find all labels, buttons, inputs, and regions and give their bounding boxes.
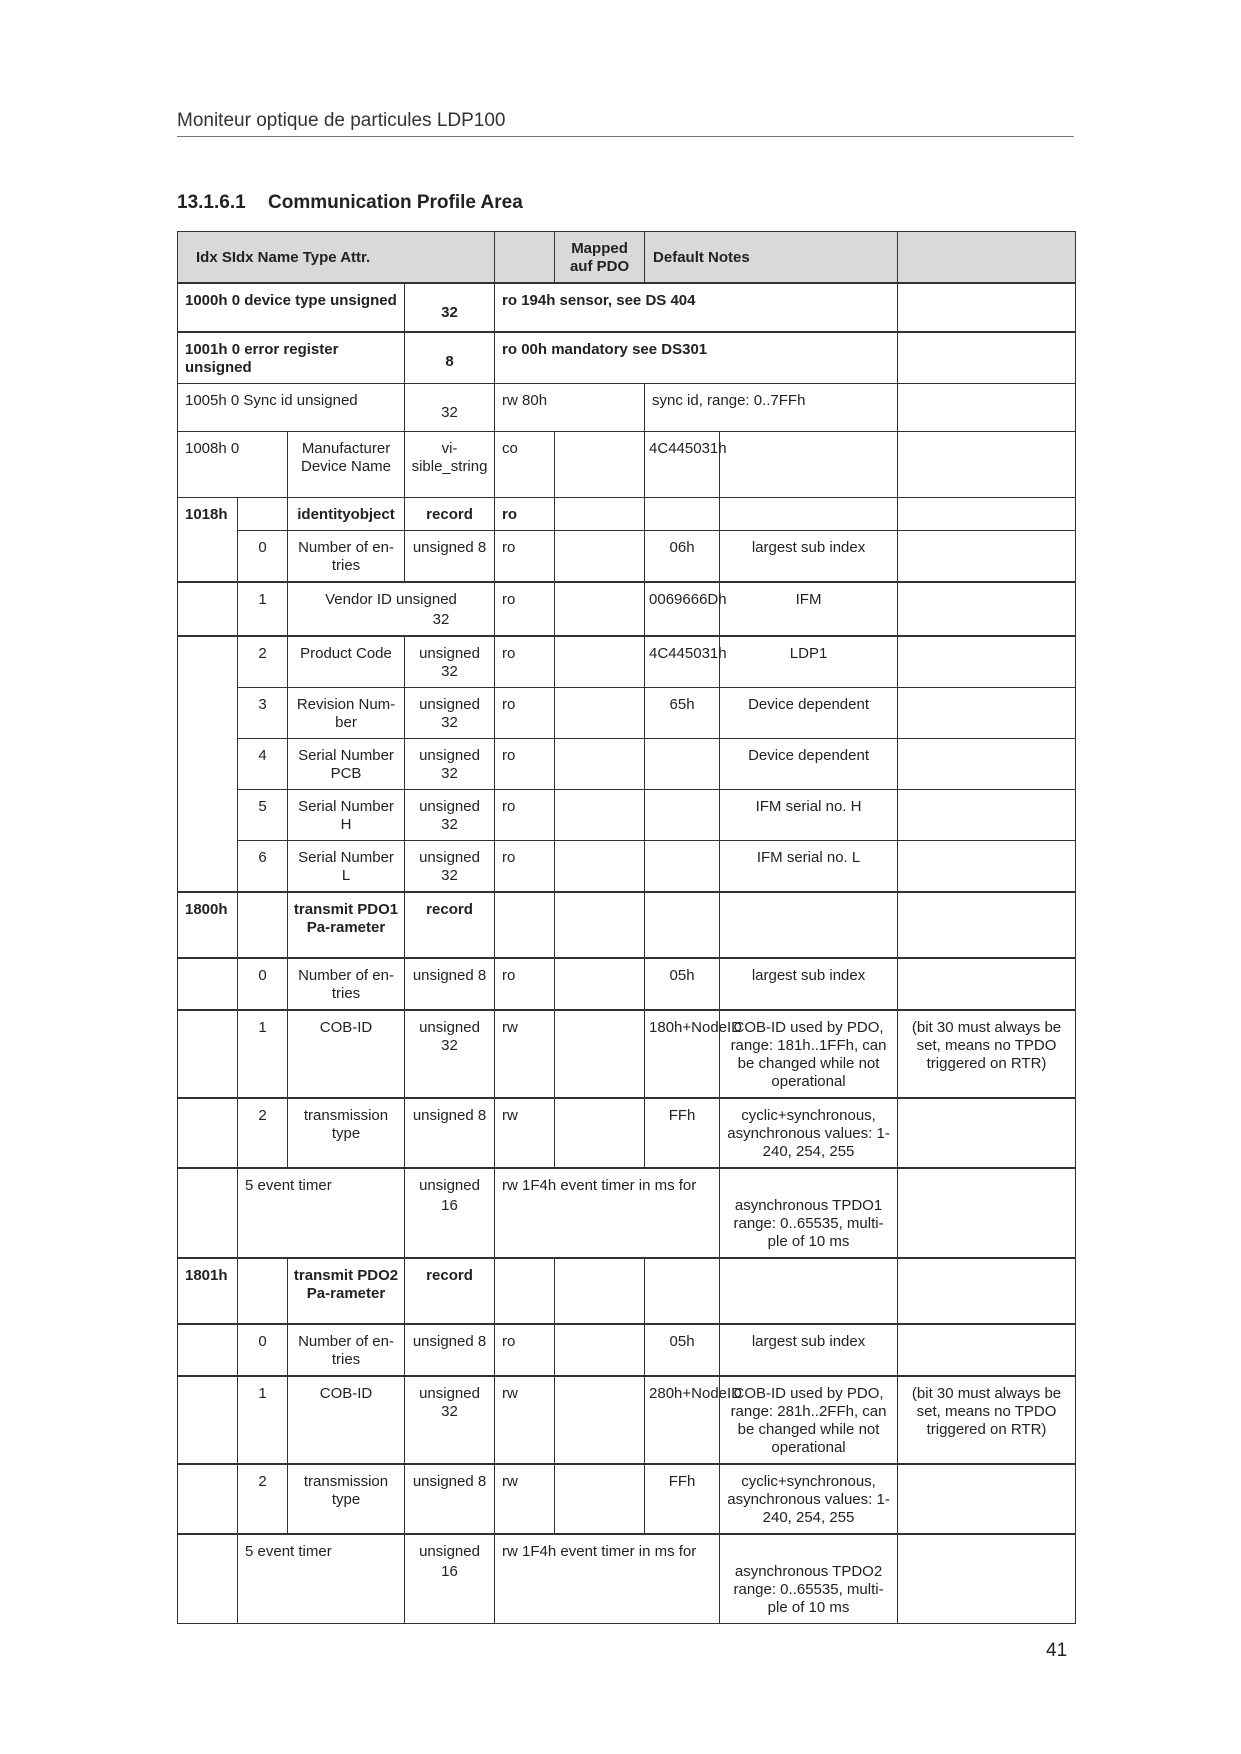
table-row <box>178 384 1076 432</box>
extra-cell: (bit 30 must always be set, means no TPDO triggered on RTR) <box>898 1010 1076 1098</box>
attr-cell: rw <box>495 1376 555 1464</box>
notes-cell: largest sub index <box>720 958 898 1010</box>
attr-cell <box>495 1258 555 1324</box>
extra-cell <box>898 531 1076 583</box>
sidx-cell: 0 <box>238 958 288 1010</box>
attr-cell: ro <box>495 841 555 893</box>
notes-cell: LDP1 <box>720 636 898 688</box>
table-row <box>178 531 1076 583</box>
mapped-cell <box>555 1324 645 1376</box>
idx-cell <box>178 739 238 790</box>
type-cell: unsigned 16 <box>405 1534 495 1624</box>
mapped-cell <box>555 739 645 790</box>
table-row <box>178 739 1076 790</box>
page-header: Moniteur optique de particules LDP100 <box>177 110 506 131</box>
sidx-cell <box>238 1258 288 1324</box>
sidx-cell: 3 <box>238 688 288 739</box>
table-row <box>178 1168 1076 1258</box>
notes-cell: asynchronous TPDO1 range: 0..65535, multi-ple of 10 ms <box>720 1168 898 1258</box>
type-cell: unsigned 8 <box>405 1324 495 1376</box>
table-row <box>178 1324 1076 1376</box>
header-extra-cell <box>898 232 1076 284</box>
row-text-cell: 1001h 0 error register unsigned <box>178 332 405 384</box>
table-row <box>178 958 1076 1010</box>
table-row <box>178 1464 1076 1534</box>
type-cell: unsigned 8 <box>405 958 495 1010</box>
extra-cell <box>898 1324 1076 1376</box>
type-cell: 8 <box>405 332 495 384</box>
extra-cell <box>898 790 1076 841</box>
row-text2-cell: rw 80h <box>495 384 645 432</box>
name-cell: Manufacturer Device Name <box>288 432 405 498</box>
section-title <box>177 192 523 214</box>
name-cell: Serial Number H <box>288 790 405 841</box>
type-cell: unsigned 32 <box>405 688 495 739</box>
attr-cell <box>495 892 555 958</box>
mapped-cell <box>555 892 645 958</box>
attr-cell: ro <box>495 531 555 583</box>
name-cell: Revision Num-ber <box>288 688 405 739</box>
section-number: 13.1.6.1 <box>177 192 246 213</box>
idx-cell <box>178 1010 238 1098</box>
sidx-cell: 0 <box>238 1324 288 1376</box>
notes-cell: IFM serial no. H <box>720 790 898 841</box>
default-cell <box>645 841 720 893</box>
sidx-cell <box>238 892 288 958</box>
default-cell: 65h <box>645 688 720 739</box>
object-dictionary-table <box>177 231 1076 1624</box>
attr-cell: ro <box>495 1324 555 1376</box>
name-cell: COB-ID <box>288 1376 405 1464</box>
notes-cell: cyclic+synchronous, asynchronous values: 1-240, 254, 255 <box>720 1464 898 1534</box>
extra-cell <box>898 283 1076 332</box>
row-text3-cell: sync id, range: 0..7FFh <box>645 384 898 432</box>
extra-cell <box>898 841 1076 893</box>
mapped-cell <box>555 1010 645 1098</box>
sidx-cell: 4 <box>238 739 288 790</box>
type-cell: unsigned 32 <box>405 636 495 688</box>
mapped-cell <box>555 790 645 841</box>
header-empty-cell <box>495 232 555 284</box>
attr-cell: rw <box>495 1464 555 1534</box>
type-cell: unsigned 32 <box>405 1376 495 1464</box>
type-cell: unsigned 8 <box>405 531 495 583</box>
attr-cell: ro <box>495 958 555 1010</box>
table-row <box>178 432 1076 498</box>
default-cell: 0069666Dh <box>645 582 720 636</box>
notes-cell <box>720 892 898 958</box>
extra-cell <box>898 1258 1076 1324</box>
name-cell: transmit PDO1 Pa-rameter <box>288 892 405 958</box>
idx-cell <box>178 1168 238 1258</box>
attr-cell: ro <box>495 739 555 790</box>
default-cell <box>645 790 720 841</box>
name-cell: transmission type <box>288 1464 405 1534</box>
notes-cell: COB-ID used by PDO, range: 281h..2FFh, can be changed while not operational <box>720 1376 898 1464</box>
mapped-cell <box>555 1464 645 1534</box>
attr-cell: ro <box>495 688 555 739</box>
extra-cell <box>898 958 1076 1010</box>
type-cell: unsigned 32 <box>405 790 495 841</box>
sidx-cell: 1 <box>238 1376 288 1464</box>
attr-cell: ro <box>495 498 555 531</box>
table-row <box>178 1010 1076 1098</box>
idx-cell <box>178 790 238 841</box>
sidx-cell <box>238 498 288 531</box>
default-cell: 180h+NodeID <box>645 1010 720 1098</box>
idx-cell: 1801h <box>178 1258 238 1324</box>
sidx-cell: 5 <box>238 790 288 841</box>
idx-cell <box>178 958 238 1010</box>
idx-cell <box>178 1098 238 1168</box>
sidx-cell: 2 <box>238 1098 288 1168</box>
extra-cell <box>898 688 1076 739</box>
extra-cell <box>898 498 1076 531</box>
attr-cell: ro <box>495 582 555 636</box>
extra-cell <box>898 1464 1076 1534</box>
table-row <box>178 1258 1076 1324</box>
type-cell: 32 <box>405 384 495 432</box>
default-cell <box>645 1258 720 1324</box>
notes-cell <box>720 498 898 531</box>
table-row <box>178 892 1076 958</box>
sidx-cell: 2 <box>238 636 288 688</box>
default-cell <box>645 739 720 790</box>
section-heading: Communication Profile Area <box>268 192 523 213</box>
table-row <box>178 841 1076 893</box>
default-cell: 05h <box>645 958 720 1010</box>
type-cell: 32 <box>405 283 495 332</box>
extra-cell <box>898 1168 1076 1258</box>
sidx-cell: 2 <box>238 1464 288 1534</box>
row-text2-cell: ro 00h mandatory see DS301 <box>495 332 898 384</box>
mapped-cell <box>555 432 645 498</box>
extra-cell <box>898 739 1076 790</box>
mapped-cell <box>555 636 645 688</box>
idx-cell: 1800h <box>178 892 238 958</box>
notes-cell: cyclic+synchronous, asynchronous values: 1-240, 254, 255 <box>720 1098 898 1168</box>
default-cell: FFh <box>645 1464 720 1534</box>
row-text-cell: 5 event timer <box>238 1534 405 1624</box>
name-cell: Serial Number PCB <box>288 739 405 790</box>
header-idx-cell: Idx SIdx Name Type Attr. <box>178 232 495 284</box>
attr-cell: rw <box>495 1010 555 1098</box>
name-cell: COB-ID <box>288 1010 405 1098</box>
extra-cell <box>898 892 1076 958</box>
type-cell: unsigned 32 <box>405 841 495 893</box>
mapped-cell <box>555 498 645 531</box>
sidx-cell: 1 <box>238 582 288 636</box>
header-mapped-cell: Mapped auf PDO <box>555 232 645 284</box>
header-default-notes-cell: Default Notes <box>645 232 898 284</box>
mapped-cell <box>555 958 645 1010</box>
row-text-cell: 1005h 0 Sync id unsigned <box>178 384 405 432</box>
idx-cell <box>178 582 238 636</box>
name-cell: Number of en-tries <box>288 958 405 1010</box>
type-cell: vi-sible_string <box>405 432 495 498</box>
type-cell: record <box>405 1258 495 1324</box>
idx-cell <box>178 1376 238 1464</box>
extra-cell: (bit 30 must always be set, means no TPDO triggered on RTR) <box>898 1376 1076 1464</box>
table-row <box>178 1534 1076 1624</box>
name-cell: transmission type <box>288 1098 405 1168</box>
extra-cell <box>898 636 1076 688</box>
default-cell <box>645 892 720 958</box>
name-cell: Number of en-tries <box>288 1324 405 1376</box>
idx-cell <box>178 1464 238 1534</box>
default-cell: 05h <box>645 1324 720 1376</box>
table-row <box>178 283 1076 332</box>
extra-cell <box>898 384 1076 432</box>
attr-cell: co <box>495 432 555 498</box>
mapped-cell <box>555 688 645 739</box>
mapped-cell <box>555 1098 645 1168</box>
default-cell: 06h <box>645 531 720 583</box>
table-row <box>178 332 1076 384</box>
mapped-cell <box>555 841 645 893</box>
name-cell: identityobject <box>288 498 405 531</box>
table-row <box>178 1376 1076 1464</box>
row-text2-cell: ro 194h sensor, see DS 404 <box>495 283 898 332</box>
notes-cell <box>720 432 898 498</box>
notes-cell: Device dependent <box>720 739 898 790</box>
mapped-cell <box>555 1258 645 1324</box>
mapped-cell <box>555 1376 645 1464</box>
sidx-cell: 6 <box>238 841 288 893</box>
table-row <box>178 582 1076 636</box>
idx-cell <box>178 1324 238 1376</box>
row-text-cell: 5 event timer <box>238 1168 405 1258</box>
extra-cell <box>898 1098 1076 1168</box>
notes-cell: IFM <box>720 582 898 636</box>
name-cell: Serial Number L <box>288 841 405 893</box>
name-cell: transmit PDO2 Pa-rameter <box>288 1258 405 1324</box>
attr-cell: ro <box>495 790 555 841</box>
extra-cell <box>898 332 1076 384</box>
notes-cell: IFM serial no. L <box>720 841 898 893</box>
type-cell: record <box>405 892 495 958</box>
default-cell: 280h+NodeID <box>645 1376 720 1464</box>
notes-cell <box>720 1258 898 1324</box>
row-text2-cell: rw 1F4h event timer in ms for <box>495 1534 720 1624</box>
name-cell: Product Code <box>288 636 405 688</box>
name-cell: Number of en-tries <box>288 531 405 583</box>
notes-cell: largest sub index <box>720 1324 898 1376</box>
idx-cell <box>178 688 238 739</box>
idx-cell <box>178 1534 238 1624</box>
row-text-cell: 1000h 0 device type unsigned <box>178 283 405 332</box>
table-header-row <box>178 232 1076 284</box>
type-cell: unsigned 32 <box>405 739 495 790</box>
type-cell: unsigned 8 <box>405 1464 495 1534</box>
default-cell: FFh <box>645 1098 720 1168</box>
extra-cell <box>898 1534 1076 1624</box>
mapped-cell <box>555 531 645 583</box>
default-cell <box>645 498 720 531</box>
name-cell: Vendor ID unsigned 32 <box>288 582 495 636</box>
header-rule <box>177 136 1074 137</box>
mapped-cell <box>555 582 645 636</box>
attr-cell: ro <box>495 636 555 688</box>
idx-cell <box>178 531 238 583</box>
row-text2-cell: rw 1F4h event timer in ms for <box>495 1168 720 1258</box>
default-cell: 4C445031h <box>645 432 720 498</box>
table-row <box>178 498 1076 531</box>
notes-cell: asynchronous TPDO2 range: 0..65535, multi-ple of 10 ms <box>720 1534 898 1624</box>
table-row <box>178 790 1076 841</box>
idx-cell <box>178 636 238 688</box>
type-cell: unsigned 8 <box>405 1098 495 1168</box>
type-cell: unsigned 16 <box>405 1168 495 1258</box>
idx-cell: 1018h <box>178 498 238 531</box>
default-cell: 4C445031h <box>645 636 720 688</box>
attr-cell: rw <box>495 1098 555 1168</box>
table-row <box>178 1098 1076 1168</box>
page-number: 41 <box>1046 1640 1068 1661</box>
notes-cell: COB-ID used by PDO, range: 181h..1FFh, can be changed while not operational <box>720 1010 898 1098</box>
extra-cell <box>898 582 1076 636</box>
type-cell: unsigned 32 <box>405 1010 495 1098</box>
table-row <box>178 688 1076 739</box>
type-cell: record <box>405 498 495 531</box>
sidx-cell: 0 <box>238 531 288 583</box>
sidx-cell: 1 <box>238 1010 288 1098</box>
row-text-cell: 1008h 0 <box>178 432 288 498</box>
notes-cell: largest sub index <box>720 531 898 583</box>
extra-cell <box>898 432 1076 498</box>
table-row <box>178 636 1076 688</box>
idx-cell <box>178 841 238 893</box>
notes-cell: Device dependent <box>720 688 898 739</box>
